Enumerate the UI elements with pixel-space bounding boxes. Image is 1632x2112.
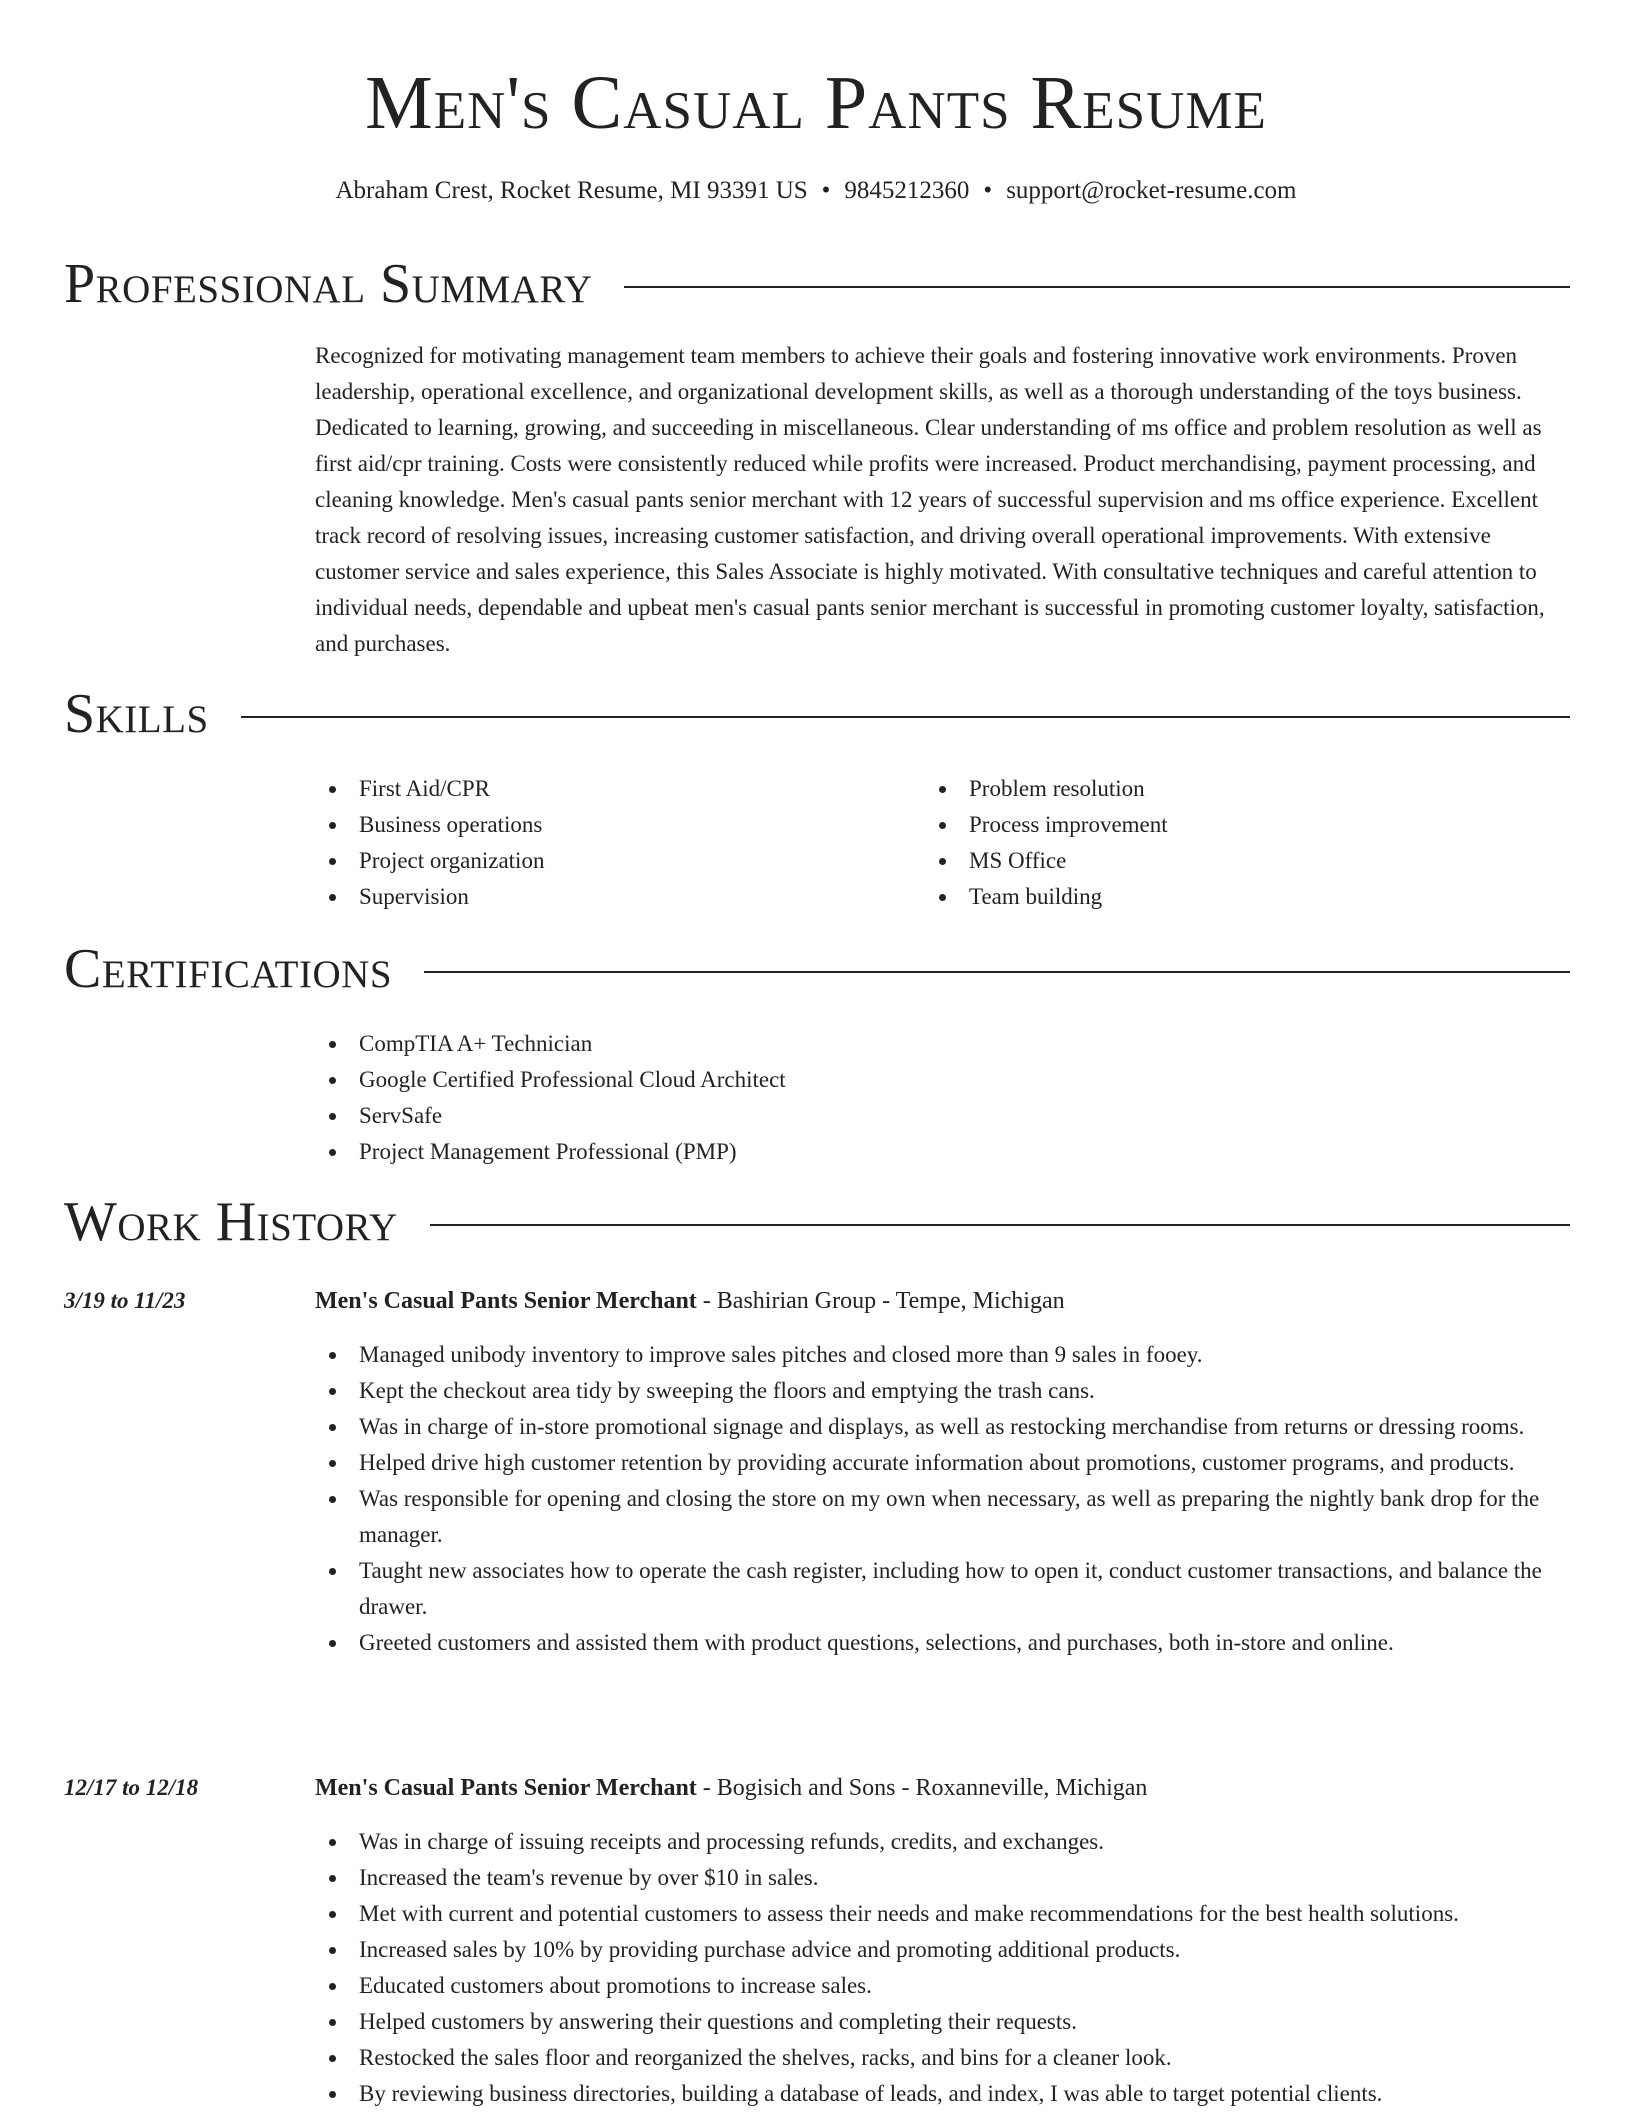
summary-section-header bbox=[64, 252, 1570, 316]
job-duty-item: By reviewing business directories, building a database of leads, and index, I was able to target potential clients. bbox=[315, 2076, 1570, 2112]
contact-separator: • bbox=[983, 177, 993, 204]
job-duty-item: Managed unibody inventory to improve sales pitches and closed more than 9 sales in fooey. bbox=[315, 1337, 1570, 1373]
section-divider bbox=[424, 971, 1570, 973]
section-divider bbox=[241, 716, 1570, 718]
certifications-heading: Certifications bbox=[64, 938, 393, 1000]
skill-item: MS Office bbox=[925, 843, 1168, 879]
job-duty-item: Helped drive high customer retention by providing accurate information about promotions, customer programs, and products. bbox=[315, 1445, 1570, 1481]
skills-heading: Skills bbox=[64, 683, 209, 745]
section-divider bbox=[430, 1224, 1570, 1226]
job-duty-item: Educated customers about promotions to increase sales. bbox=[315, 1968, 1570, 2004]
contact-phone: 9845212360 bbox=[844, 177, 970, 204]
job-duty-item: Restocked the sales floor and reorganized the shelves, racks, and bins for a cleaner look. bbox=[315, 2040, 1570, 2076]
summary-text: Recognized for motivating management team members to achieve their goals and fostering innovative work environments. Proven leadership, operational excellence, and organizational development skills, as well as a thorough understanding of the toys business. Dedicated to learning, growing, and succeeding in miscellaneous. Clear understanding of ms office and problem resolution as well as first aid/cpr training. Costs were consistently reduced while profits were increased. Product merchandising, payment processing, and cleaning knowledge. Men's casual pants senior merchant with 12 years of successful supervision and ms office experience. Excellent track record of resolving issues, increasing customer satisfaction, and driving overall operational improvements. With extensive customer service and sales experience, this Sales Associate is highly motivated. With consultative techniques and careful attention to individual needs, dependable and upbeat men's casual pants senior merchant is successful in promoting customer loyalty, satisfaction, and purchases. bbox=[315, 343, 1545, 656]
job-duty-item: Met with current and potential customers to assess their needs and make recommendations for the best health solutions. bbox=[315, 1896, 1570, 1932]
section-divider bbox=[624, 286, 1570, 288]
resume-title: Men's Casual Pants Resume bbox=[365, 61, 1267, 145]
skill-item: Business operations bbox=[315, 807, 544, 843]
job-employer-location: - Bogisich and Sons - Roxanneville, Michigan bbox=[696, 1775, 1148, 1801]
summary-heading: Professional Summary bbox=[64, 253, 593, 315]
job-title: Men's Casual Pants Senior Merchant bbox=[315, 1288, 697, 1314]
skills-section-header bbox=[64, 682, 1570, 746]
skill-item: Problem resolution bbox=[925, 771, 1168, 807]
contact-address: Abraham Crest, Rocket Resume, MI 93391 US bbox=[335, 177, 808, 204]
contact-line bbox=[0, 176, 1632, 206]
skill-item: Team building bbox=[925, 879, 1168, 915]
job-duty-item: Was in charge of in-store promotional signage and displays, as well as restocking merchandise from returns or dressing rooms. bbox=[315, 1409, 1570, 1445]
job-duty-item: Increased sales by 10% by providing purchase advice and promoting additional products. bbox=[315, 1932, 1570, 1968]
skill-item: First Aid/CPR bbox=[315, 771, 544, 807]
certifications-section-header bbox=[64, 937, 1570, 1001]
certification-item: ServSafe bbox=[315, 1098, 786, 1134]
skill-item: Process improvement bbox=[925, 807, 1168, 843]
skills-list-right bbox=[925, 771, 1168, 915]
job-duty-item: Taught new associates how to operate the cash register, including how to open it, conduct customer transactions, and balance the drawer. bbox=[315, 1553, 1570, 1625]
certifications-list bbox=[315, 1026, 786, 1170]
skill-item: Project organization bbox=[315, 843, 544, 879]
work-history-section-header bbox=[64, 1190, 1570, 1254]
job-duty-item: Increased the team's revenue by over $10 in sales. bbox=[315, 1860, 1570, 1896]
job-duty-item: Kept the checkout area tidy by sweeping the floors and emptying the trash cans. bbox=[315, 1373, 1570, 1409]
job-duty-item: Was in charge of issuing receipts and processing refunds, credits, and exchanges. bbox=[315, 1824, 1570, 1860]
job-dates: 3/19 to 11/23 bbox=[64, 1288, 186, 1313]
job-duties-list bbox=[315, 1824, 1570, 2112]
work-history-heading: Work History bbox=[64, 1191, 398, 1253]
job-employer-location: - Bashirian Group - Tempe, Michigan bbox=[696, 1288, 1065, 1314]
job-dates: 12/17 to 12/18 bbox=[64, 1775, 199, 1800]
skill-item: Supervision bbox=[315, 879, 544, 915]
job-title: Men's Casual Pants Senior Merchant bbox=[315, 1775, 697, 1801]
job-title-line bbox=[315, 1770, 1147, 1806]
job-duty-item: Was responsible for opening and closing the store on my own when necessary, as well as preparing the nightly bank drop for the manager. bbox=[315, 1481, 1570, 1553]
job-duties-list bbox=[315, 1337, 1570, 1661]
certification-item: Google Certified Professional Cloud Architect bbox=[315, 1062, 786, 1098]
skills-list-left bbox=[315, 771, 544, 915]
job-duty-item: Greeted customers and assisted them with product questions, selections, and purchases, both in-store and online. bbox=[315, 1625, 1570, 1661]
contact-email: support@rocket-resume.com bbox=[1006, 177, 1297, 204]
contact-separator: • bbox=[821, 177, 831, 204]
job-duty-item: Helped customers by answering their questions and completing their requests. bbox=[315, 2004, 1570, 2040]
certification-item: Project Management Professional (PMP) bbox=[315, 1134, 786, 1170]
certification-item: CompTIA A+ Technician bbox=[315, 1026, 786, 1062]
job-title-line bbox=[315, 1283, 1065, 1319]
